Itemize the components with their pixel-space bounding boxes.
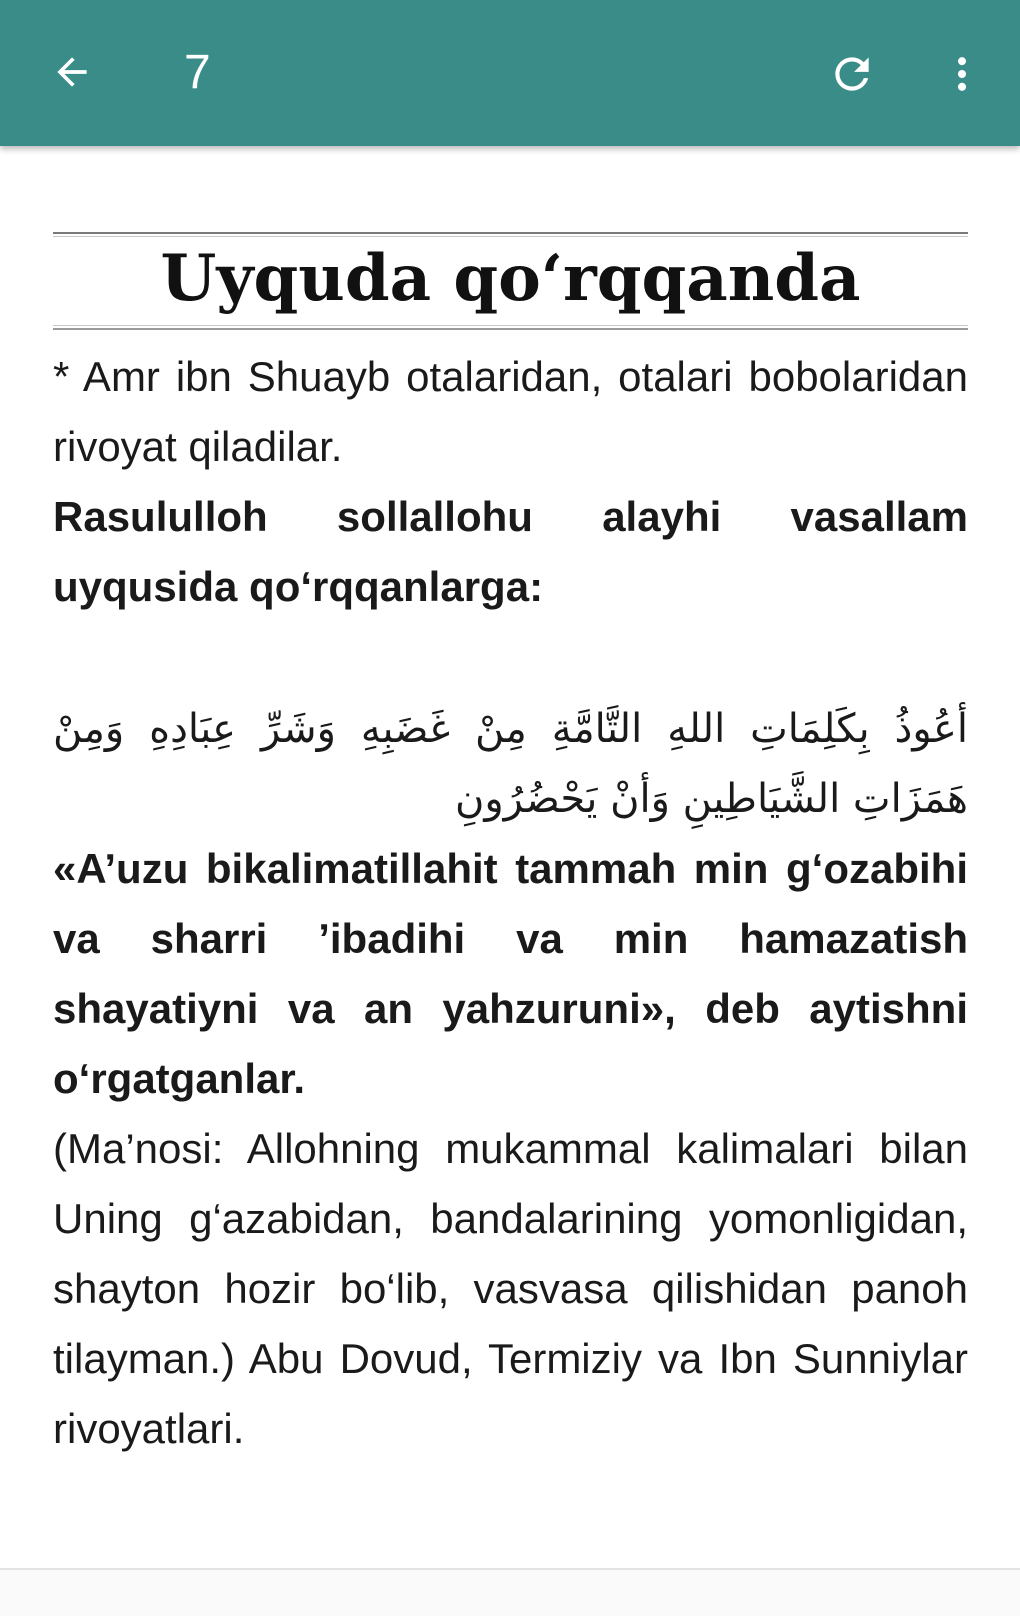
article-heading: Uyquda qo‘rqqanda <box>160 241 861 316</box>
bottom-area <box>0 1570 1020 1616</box>
more-vertical-icon <box>940 49 984 99</box>
intro-paragraph: * Amr ibn Shuayb otalaridan, otalari bobolaridan rivoyat qiladilar. <box>53 353 968 470</box>
back-button[interactable] <box>44 44 100 100</box>
refresh-icon <box>827 49 877 99</box>
arrow-left-icon <box>50 50 94 94</box>
refresh-button[interactable] <box>822 44 882 104</box>
heading-block <box>53 232 968 330</box>
app-bar <box>0 0 1020 146</box>
more-options-button[interactable] <box>940 44 984 104</box>
prophet-paragraph: Rasululloh sollallohu alayhi vasallam uyqusida qo‘rqqanlarga: <box>53 493 968 610</box>
page-title: 7 <box>184 46 211 99</box>
spacer <box>53 622 968 694</box>
arabic-dua: أعُوذُ بِكَلِمَاتِ اللهِ التَّامَّةِ مِنْ غَضَبِهِ وَشَرِّ عِبَادِهِ وَمِنْ هَمَزَاتِ الشَّيَاطِينِ وَأنْ يَحْضُرُونِ <box>53 706 968 822</box>
article-content <box>53 232 968 1464</box>
transliteration-paragraph: «A’uzu bikalimatillahit tammah min g‘ozabihi va sharri ’ibadihi va min hamazatish shayatiyni va an yahzuruni», deb aytishni o‘rgatganlar. <box>53 845 968 1102</box>
meaning-paragraph: (Ma’nosi: Allohning mukammal kalimalari bilan Uning g‘azabidan, bandalarining yomonligidan, shayton hozir bo‘lib, vasvasa qilishidan panoh tilayman.) Abu Dovud, Termiziy va Ibn Sunniylar rivoyatlari. <box>53 1125 968 1452</box>
